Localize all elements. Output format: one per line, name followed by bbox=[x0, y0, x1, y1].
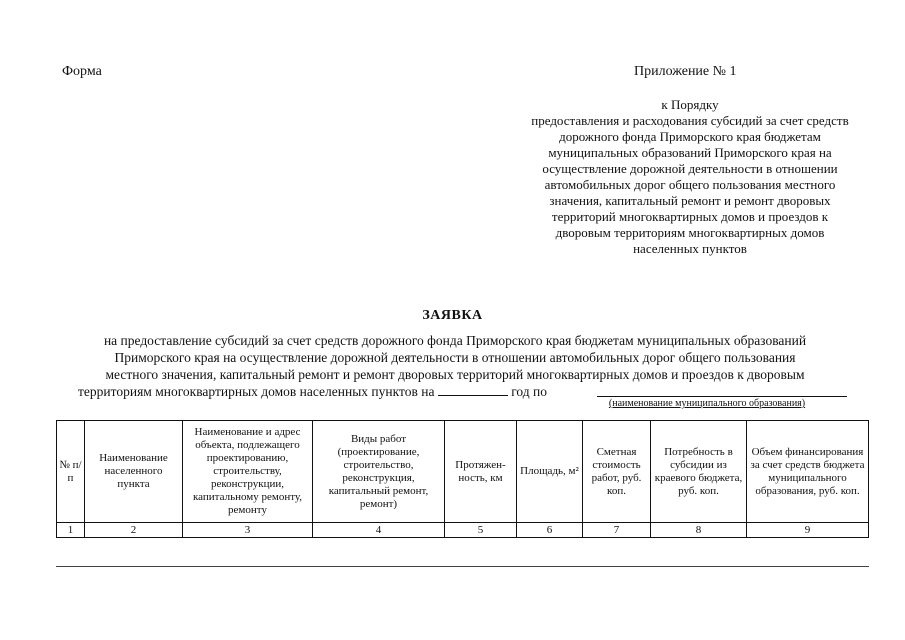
column-number: 7 bbox=[583, 523, 651, 538]
column-number-row bbox=[57, 523, 869, 538]
order-reference-line: населенных пунктов bbox=[633, 241, 747, 256]
subtitle-line: на предоставление субсидий за счет средств дорожного фонда Приморского края бюджетам муниципальных образований bbox=[103, 333, 807, 348]
subtitle-line: местного значения, капитальный ремонт и ремонт дворовых территорий многоквартирных домов и проездов к дворовым bbox=[105, 367, 805, 382]
column-header: Потребность в субсидии из краевого бюджета, руб. коп. bbox=[651, 421, 747, 523]
order-reference-line: к Порядку bbox=[661, 97, 719, 112]
column-header: Наименование и адрес объекта, подлежащего проектированию, строительству, реконструкции, капитальному ремонту, ремонту bbox=[183, 421, 313, 523]
table-header-row bbox=[57, 421, 869, 523]
order-reference-line: предоставления и расходования субсидий за счет средств bbox=[531, 113, 849, 128]
column-header: Объем финансирования за счет средств бюджета муниципального образования, руб. коп. bbox=[747, 421, 869, 523]
by-word: по bbox=[533, 384, 547, 399]
subtitle-line-start: территориям многоквартирных домов населенных пунктов на bbox=[78, 384, 435, 399]
order-reference-line: территорий многоквартирных домов и проездов к bbox=[551, 209, 829, 224]
bottom-divider bbox=[56, 566, 869, 567]
order-reference-line: значения, капитальный ремонт и ремонт дворовых bbox=[549, 193, 831, 208]
form-label: Форма bbox=[62, 64, 102, 79]
column-number: 9 bbox=[747, 523, 869, 538]
application-subtitle bbox=[40, 332, 870, 400]
order-reference-line: муниципальных образований Приморского края на bbox=[548, 145, 832, 160]
order-reference bbox=[498, 97, 882, 257]
column-number: 4 bbox=[313, 523, 445, 538]
order-reference-line: автомобильных дорог общего пользования местного bbox=[544, 177, 836, 192]
order-reference-line: дорожного фонда Приморского края бюджетам bbox=[559, 129, 821, 144]
column-header: Площадь, м² bbox=[517, 421, 583, 523]
column-header: Виды работ (проектирование, строительство, реконструкция, капитальный ремонт, ремонт) bbox=[313, 421, 445, 523]
document-title: ЗАЯВКА bbox=[422, 308, 483, 323]
application-table bbox=[56, 420, 869, 538]
column-header: Наименование населенного пункта bbox=[85, 421, 183, 523]
appendix-number: Приложение № 1 bbox=[634, 64, 737, 79]
order-reference-line: осуществление дорожной деятельности в отношении bbox=[542, 161, 838, 176]
municipality-caption: (наименование муниципального образования) bbox=[608, 398, 806, 409]
order-reference-line: дворовым территориям многоквартирных домов bbox=[555, 225, 825, 240]
column-header: Сметная стоимость работ, руб. коп. bbox=[583, 421, 651, 523]
column-number: 5 bbox=[445, 523, 517, 538]
column-number: 2 bbox=[85, 523, 183, 538]
year-blank-field[interactable] bbox=[438, 383, 508, 396]
year-word: год bbox=[511, 384, 530, 399]
column-header: № п/п bbox=[57, 421, 85, 523]
column-number: 6 bbox=[517, 523, 583, 538]
municipality-blank-field[interactable] bbox=[597, 396, 847, 397]
subtitle-line: Приморского края на осуществление дорожной деятельности в отношении автомобильных дорог общего пользования bbox=[114, 350, 796, 365]
column-number: 3 bbox=[183, 523, 313, 538]
column-number: 8 bbox=[651, 523, 747, 538]
column-header: Протяжен-ность, км bbox=[445, 421, 517, 523]
column-number: 1 bbox=[57, 523, 85, 538]
